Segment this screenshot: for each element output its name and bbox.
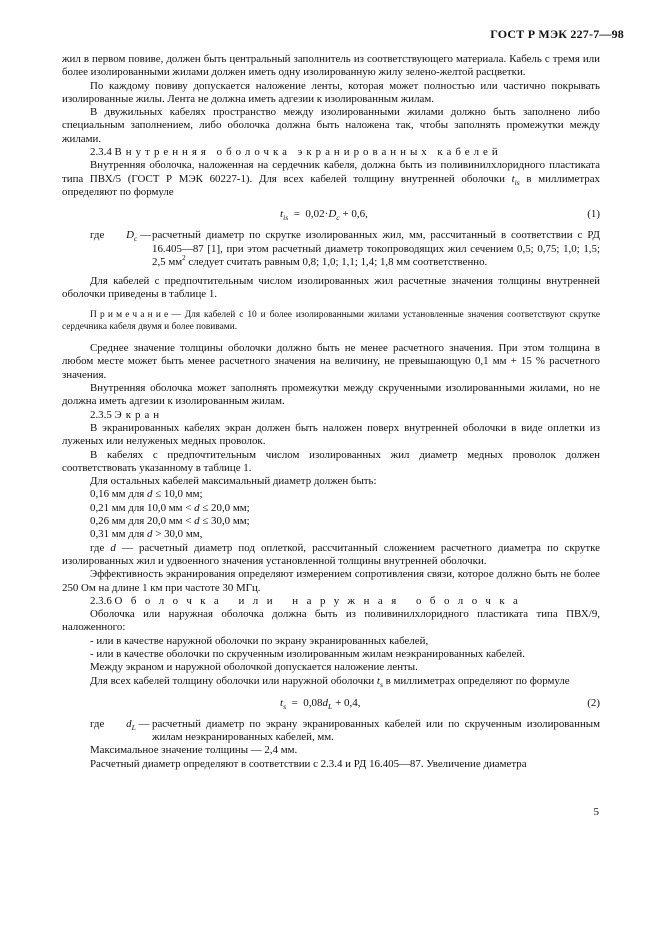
formula-expression: $t_{is} = 0,02\cdot D_c + 0,6$,: [280, 208, 368, 223]
paragraph: В экранированных кабелях экран должен быть наложен поверх внутренней оболочки в виде оплетки из луженых или нелуженых медных проволок.: [62, 421, 600, 448]
paragraph: Между экраном и наружной оболочкой допускается наложение ленты.: [90, 661, 418, 674]
formula-expression: $t_s = 0,08d_L + 0,4$,: [280, 696, 361, 711]
formula-number: (1): [587, 208, 600, 221]
paragraph: Максимальное значение толщины — 2,4 мм.: [90, 744, 298, 757]
note: [62, 309, 600, 333]
document-header: ГОСТ Р МЭК 227-7—98: [490, 27, 624, 41]
list-item: 0,31 мм для d > 30,0 мм,: [90, 528, 203, 541]
paragraph: жил в первом повиве, должен быть центральный заполнитель из соответствующего материала. Кабель с тремя или более изолированными жилами должен иметь одну изолированную жилу зелено-желтой расцветки.: [62, 53, 600, 79]
section-title: Внутренняя оболочка экранированных кабелей: [114, 146, 502, 159]
section-heading-2-3-5: [62, 409, 600, 422]
paragraph: В двужильных кабелях пространство между изолированными жилами должно быть заполнено либо специальным заполнением, либо оболочка должна быть наложена так, чтобы заполнять промежутки между жилами.: [62, 106, 600, 145]
formula-2: [62, 691, 600, 717]
paragraph: В кабелях с предпочтительным числом изолированных жил диаметр медных проволок должен соответствовать указанному в таблице 1.: [62, 448, 600, 474]
list-item: 0,16 мм для d ≤ 10,0 мм;: [90, 488, 203, 501]
bullet-item: - или в качестве наружной оболочки по экрану экранированных кабелей,: [90, 634, 429, 647]
paragraph: Расчетный диаметр определяют в соответствии с 2.3.4 и РД 16.405—87. Увеличение диаметра: [90, 757, 527, 770]
paragraph: Для остальных кабелей максимальный диаметр должен быть:: [90, 475, 377, 488]
section-heading-2-3-4: [62, 146, 600, 159]
list-item: 0,21 мм для 10,0 мм < d ≤ 20,0 мм;: [90, 501, 250, 514]
paragraph: Для кабелей с предпочтительным числом изолированных жил расчетные значения толщины внутренней оболочки приведены в таблице 1.: [62, 275, 600, 301]
where-clause-2: где $d_L$ — расчетный диаметр по экрану экранированных кабелей или по скрученным изолированным жилам неэкранированных кабелей, мм.: [90, 717, 600, 744]
list-item: 0,26 мм для 20,0 мм < d ≤ 30,0 мм;: [90, 515, 250, 528]
section-heading-2-3-6: [62, 595, 600, 608]
variable: t: [511, 172, 515, 185]
section-number: 2.3.4: [90, 146, 112, 159]
formula-1: [62, 202, 600, 228]
paragraph: Внутренняя оболочка может заполнять промежутки между скрученными изолированными жилами, но не должна иметь адгезии к изолированным жилам.: [62, 382, 600, 408]
section-title: Экран: [114, 408, 164, 421]
note-text: — Для кабелей с 10 и более изолированными жилами установленные значения соответствуют скрутке сердечника кабеля двумя и более повивами.: [62, 309, 600, 332]
paragraph: Среднее значение толщины оболочки должно быть не менее расчетного значения. При этом толщина в любом месте может быть менее расчетного значения на величину, не превышающую 0,1 мм + 15 % расчетного значения.: [62, 342, 600, 381]
paragraph: Внутренняя оболочка, наложенная на сердечник кабеля, должна быть из поливинилхлоридного пластиката типа ПВХ/5 (ГОСТ Р МЭК 60227-1). Для всех кабелей толщину внутренней оболочки $t_{is}$ в миллиметрах определяют по формуле: [62, 159, 600, 198]
paragraph: По каждому повиву допускается наложение ленты, которая может полностью или частично покрывать изолированные жилы. Лента не должна иметь адгезии к изолированным жилам.: [62, 79, 600, 105]
formula-number: (2): [587, 696, 600, 709]
paragraph: где d — расчетный диаметр под оплеткой, рассчитанный сложением расчетного диаметра по скрутке изолированных жил и удвоенного значения установленной толщины внутренней оболочки.: [62, 541, 600, 567]
section-number: 2.3.6: [90, 594, 112, 607]
section-number: 2.3.5: [90, 408, 112, 421]
page-number: 5: [593, 806, 599, 818]
bullet-item: - или в качестве оболочки по скрученным изолированным жилам неэкранированных кабелей.: [90, 647, 525, 660]
paragraph: Для всех кабелей толщину оболочки или наружной оболочки $t_s$ в миллиметрах определяют по формуле: [90, 674, 570, 689]
paragraph: Эффективность экранирования определяют измерением сопротивления связи, которое должно быть не более 250 Ом на длине 1 км при частоте 30 МГц.: [62, 568, 600, 594]
section-title: Оболочка или наружная оболочка: [114, 594, 527, 607]
where-clause-1: где $D_c$ — расчетный диаметр по скрутке изолированных жил, мм, рассчитанный в соответствии с РД 16.405—87 [1], при этом расчетный диаметр токопроводящих жил сечением 0,5; 0,75; 1,0; 1,5; 2,5 $мм^2$ следует считать равным 0,8; 1,0; 1,1; 1,4; 1,8 мм соответственно.: [90, 229, 600, 268]
note-label: Примечание: [90, 309, 172, 320]
page-body: [62, 53, 600, 771]
paragraph: Оболочка или наружная оболочка должна быть из поливинилхлоридного пластиката типа ПВХ/9, наложенного:: [62, 608, 600, 634]
